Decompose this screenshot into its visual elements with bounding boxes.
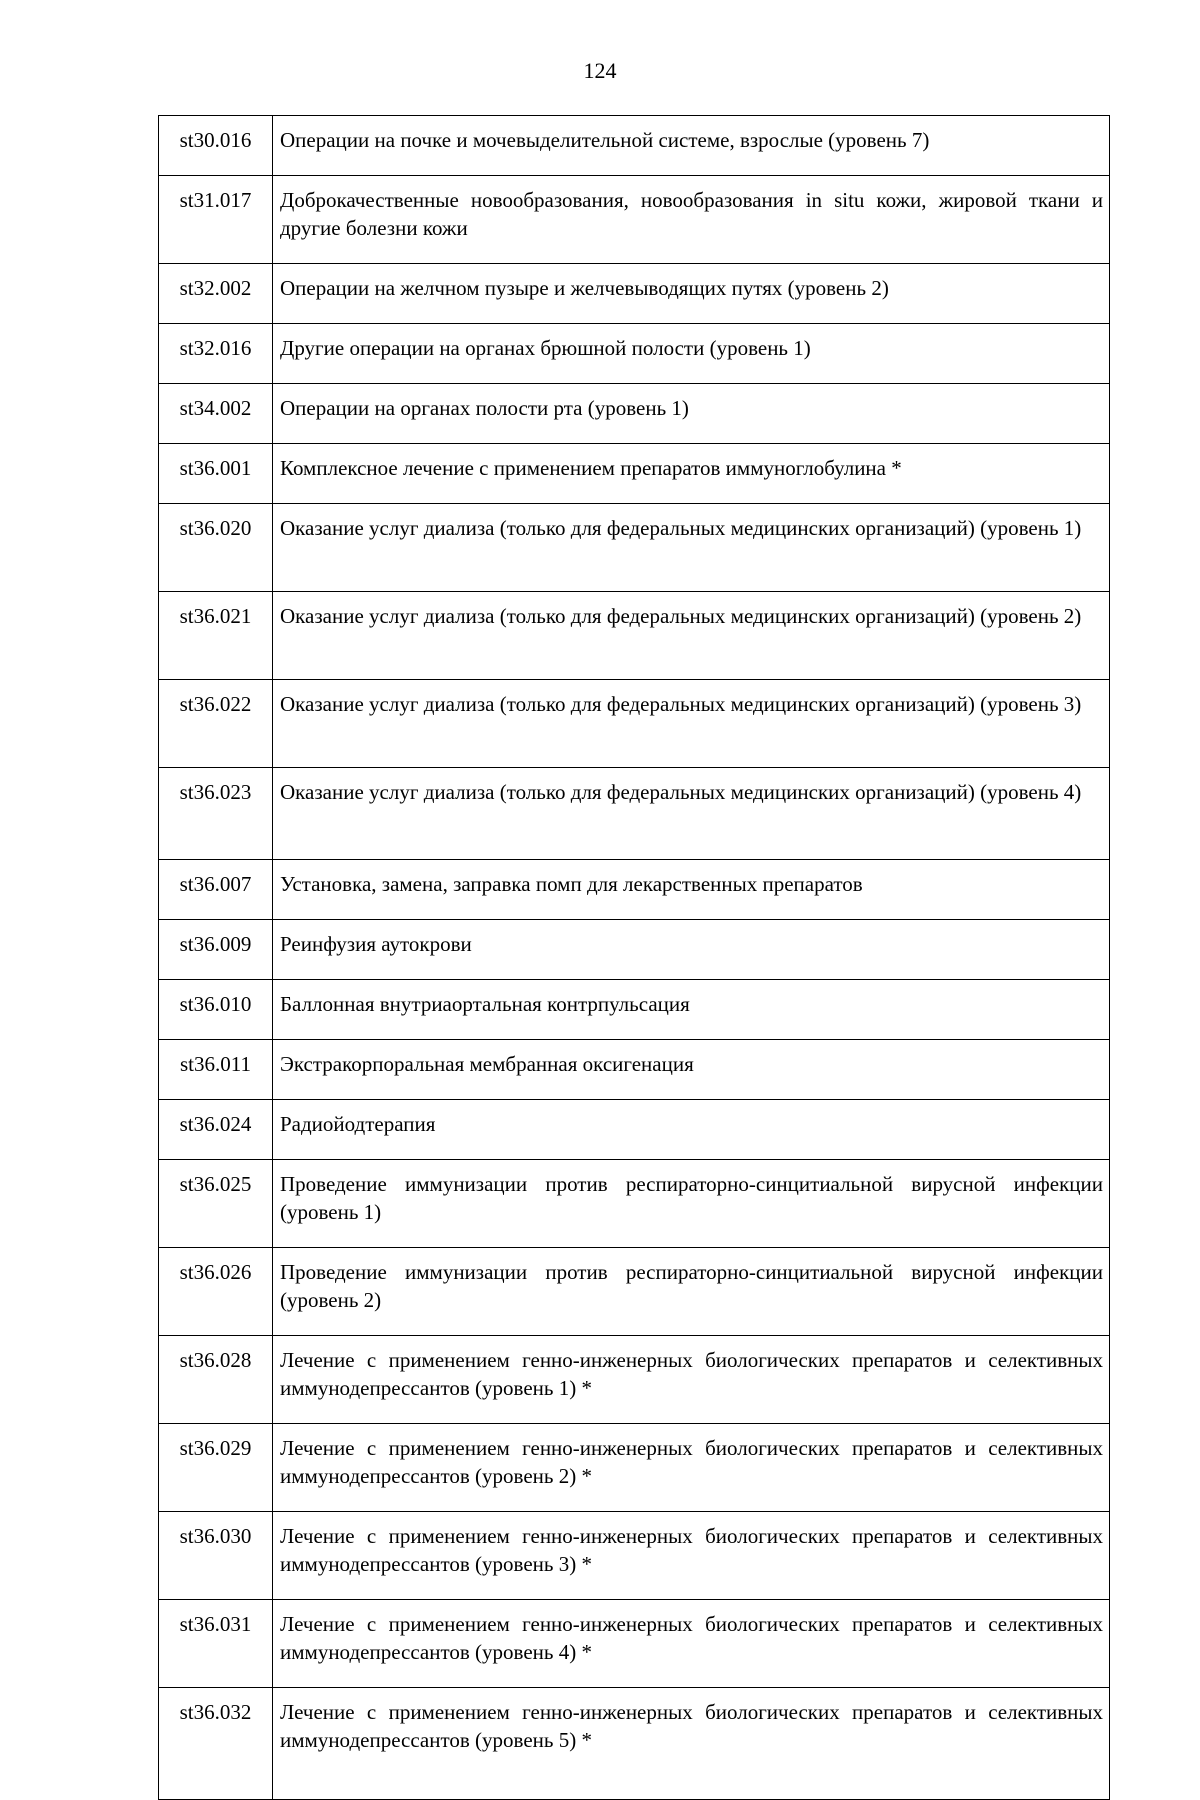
table-row	[159, 444, 1110, 504]
row-code: st36.029	[159, 1424, 273, 1512]
row-code: st36.032	[159, 1688, 273, 1800]
row-name: Операции на желчном пузыре и желчевыводящих путях (уровень 2)	[273, 264, 1110, 324]
row-code: st36.030	[159, 1512, 273, 1600]
row-code: st34.002	[159, 384, 273, 444]
row-code: st36.028	[159, 1336, 273, 1424]
code-table	[158, 115, 1110, 1800]
table-row	[159, 592, 1110, 680]
row-code: st36.031	[159, 1600, 273, 1688]
row-code: st36.007	[159, 860, 273, 920]
row-name: Оказание услуг диализа (только для федеральных медицинских организаций) (уровень 2)	[273, 592, 1110, 680]
row-code: st36.001	[159, 444, 273, 504]
row-name: Лечение с применением генно-инженерных биологических препаратов и селективных иммунодепрессантов (уровень 4) *	[273, 1600, 1110, 1688]
table-row	[159, 920, 1110, 980]
row-name: Проведение иммунизации против респираторно-синцитиальной вирусной инфекции (уровень 1)	[273, 1160, 1110, 1248]
row-name: Оказание услуг диализа (только для федеральных медицинских организаций) (уровень 1)	[273, 504, 1110, 592]
table-row	[159, 680, 1110, 768]
row-code: st36.022	[159, 680, 273, 768]
row-name: Операции на органах полости рта (уровень 1)	[273, 384, 1110, 444]
table-row	[159, 384, 1110, 444]
row-name: Лечение с применением генно-инженерных биологических препаратов и селективных иммунодепрессантов (уровень 1) *	[273, 1336, 1110, 1424]
row-name: Установка, замена, заправка помп для лекарственных препаратов	[273, 860, 1110, 920]
row-code: st36.026	[159, 1248, 273, 1336]
table-row	[159, 1040, 1110, 1100]
table-row	[159, 264, 1110, 324]
row-code: st36.020	[159, 504, 273, 592]
row-name: Операции на почке и мочевыделительной системе, взрослые (уровень 7)	[273, 116, 1110, 176]
row-name: Оказание услуг диализа (только для федеральных медицинских организаций) (уровень 3)	[273, 680, 1110, 768]
row-name: Лечение с применением генно-инженерных биологических препаратов и селективных иммунодепрессантов (уровень 3) *	[273, 1512, 1110, 1600]
table-row	[159, 324, 1110, 384]
table-row	[159, 860, 1110, 920]
table-row	[159, 1160, 1110, 1248]
row-code: st36.011	[159, 1040, 273, 1100]
row-code: st36.023	[159, 768, 273, 860]
page-number: 124	[583, 58, 617, 83]
row-name: Оказание услуг диализа (только для федеральных медицинских организаций) (уровень 4)	[273, 768, 1110, 860]
row-name: Проведение иммунизации против респираторно-синцитиальной вирусной инфекции (уровень 2)	[273, 1248, 1110, 1336]
table-row	[159, 1688, 1110, 1800]
row-name: Лечение с применением генно-инженерных биологических препаратов и селективных иммунодепрессантов (уровень 5) *	[273, 1688, 1110, 1800]
row-name: Лечение с применением генно-инженерных биологических препаратов и селективных иммунодепрессантов (уровень 2) *	[273, 1424, 1110, 1512]
table-row	[159, 1600, 1110, 1688]
row-code: st36.024	[159, 1100, 273, 1160]
row-code: st31.017	[159, 176, 273, 264]
row-code: st32.016	[159, 324, 273, 384]
row-code: st30.016	[159, 116, 273, 176]
row-code: st36.010	[159, 980, 273, 1040]
row-code: st32.002	[159, 264, 273, 324]
row-name: Экстракорпоральная мембранная оксигенация	[273, 1040, 1110, 1100]
table-row	[159, 1100, 1110, 1160]
table-row	[159, 768, 1110, 860]
row-name: Другие операции на органах брюшной полости (уровень 1)	[273, 324, 1110, 384]
table-row	[159, 116, 1110, 176]
table-row	[159, 1336, 1110, 1424]
table-row	[159, 504, 1110, 592]
row-name: Реинфузия аутокрови	[273, 920, 1110, 980]
row-code: st36.021	[159, 592, 273, 680]
table-row	[159, 176, 1110, 264]
row-name: Доброкачественные новообразования, новообразования in situ кожи, жировой ткани и другие болезни кожи	[273, 176, 1110, 264]
row-name: Комплексное лечение с применением препаратов иммуноглобулина *	[273, 444, 1110, 504]
row-name: Баллонная внутриаортальная контрпульсация	[273, 980, 1110, 1040]
table-row	[159, 1424, 1110, 1512]
row-code: st36.009	[159, 920, 273, 980]
table-row	[159, 1248, 1110, 1336]
table-row	[159, 1512, 1110, 1600]
table-row	[159, 980, 1110, 1040]
row-name: Радиойодтерапия	[273, 1100, 1110, 1160]
row-code: st36.025	[159, 1160, 273, 1248]
